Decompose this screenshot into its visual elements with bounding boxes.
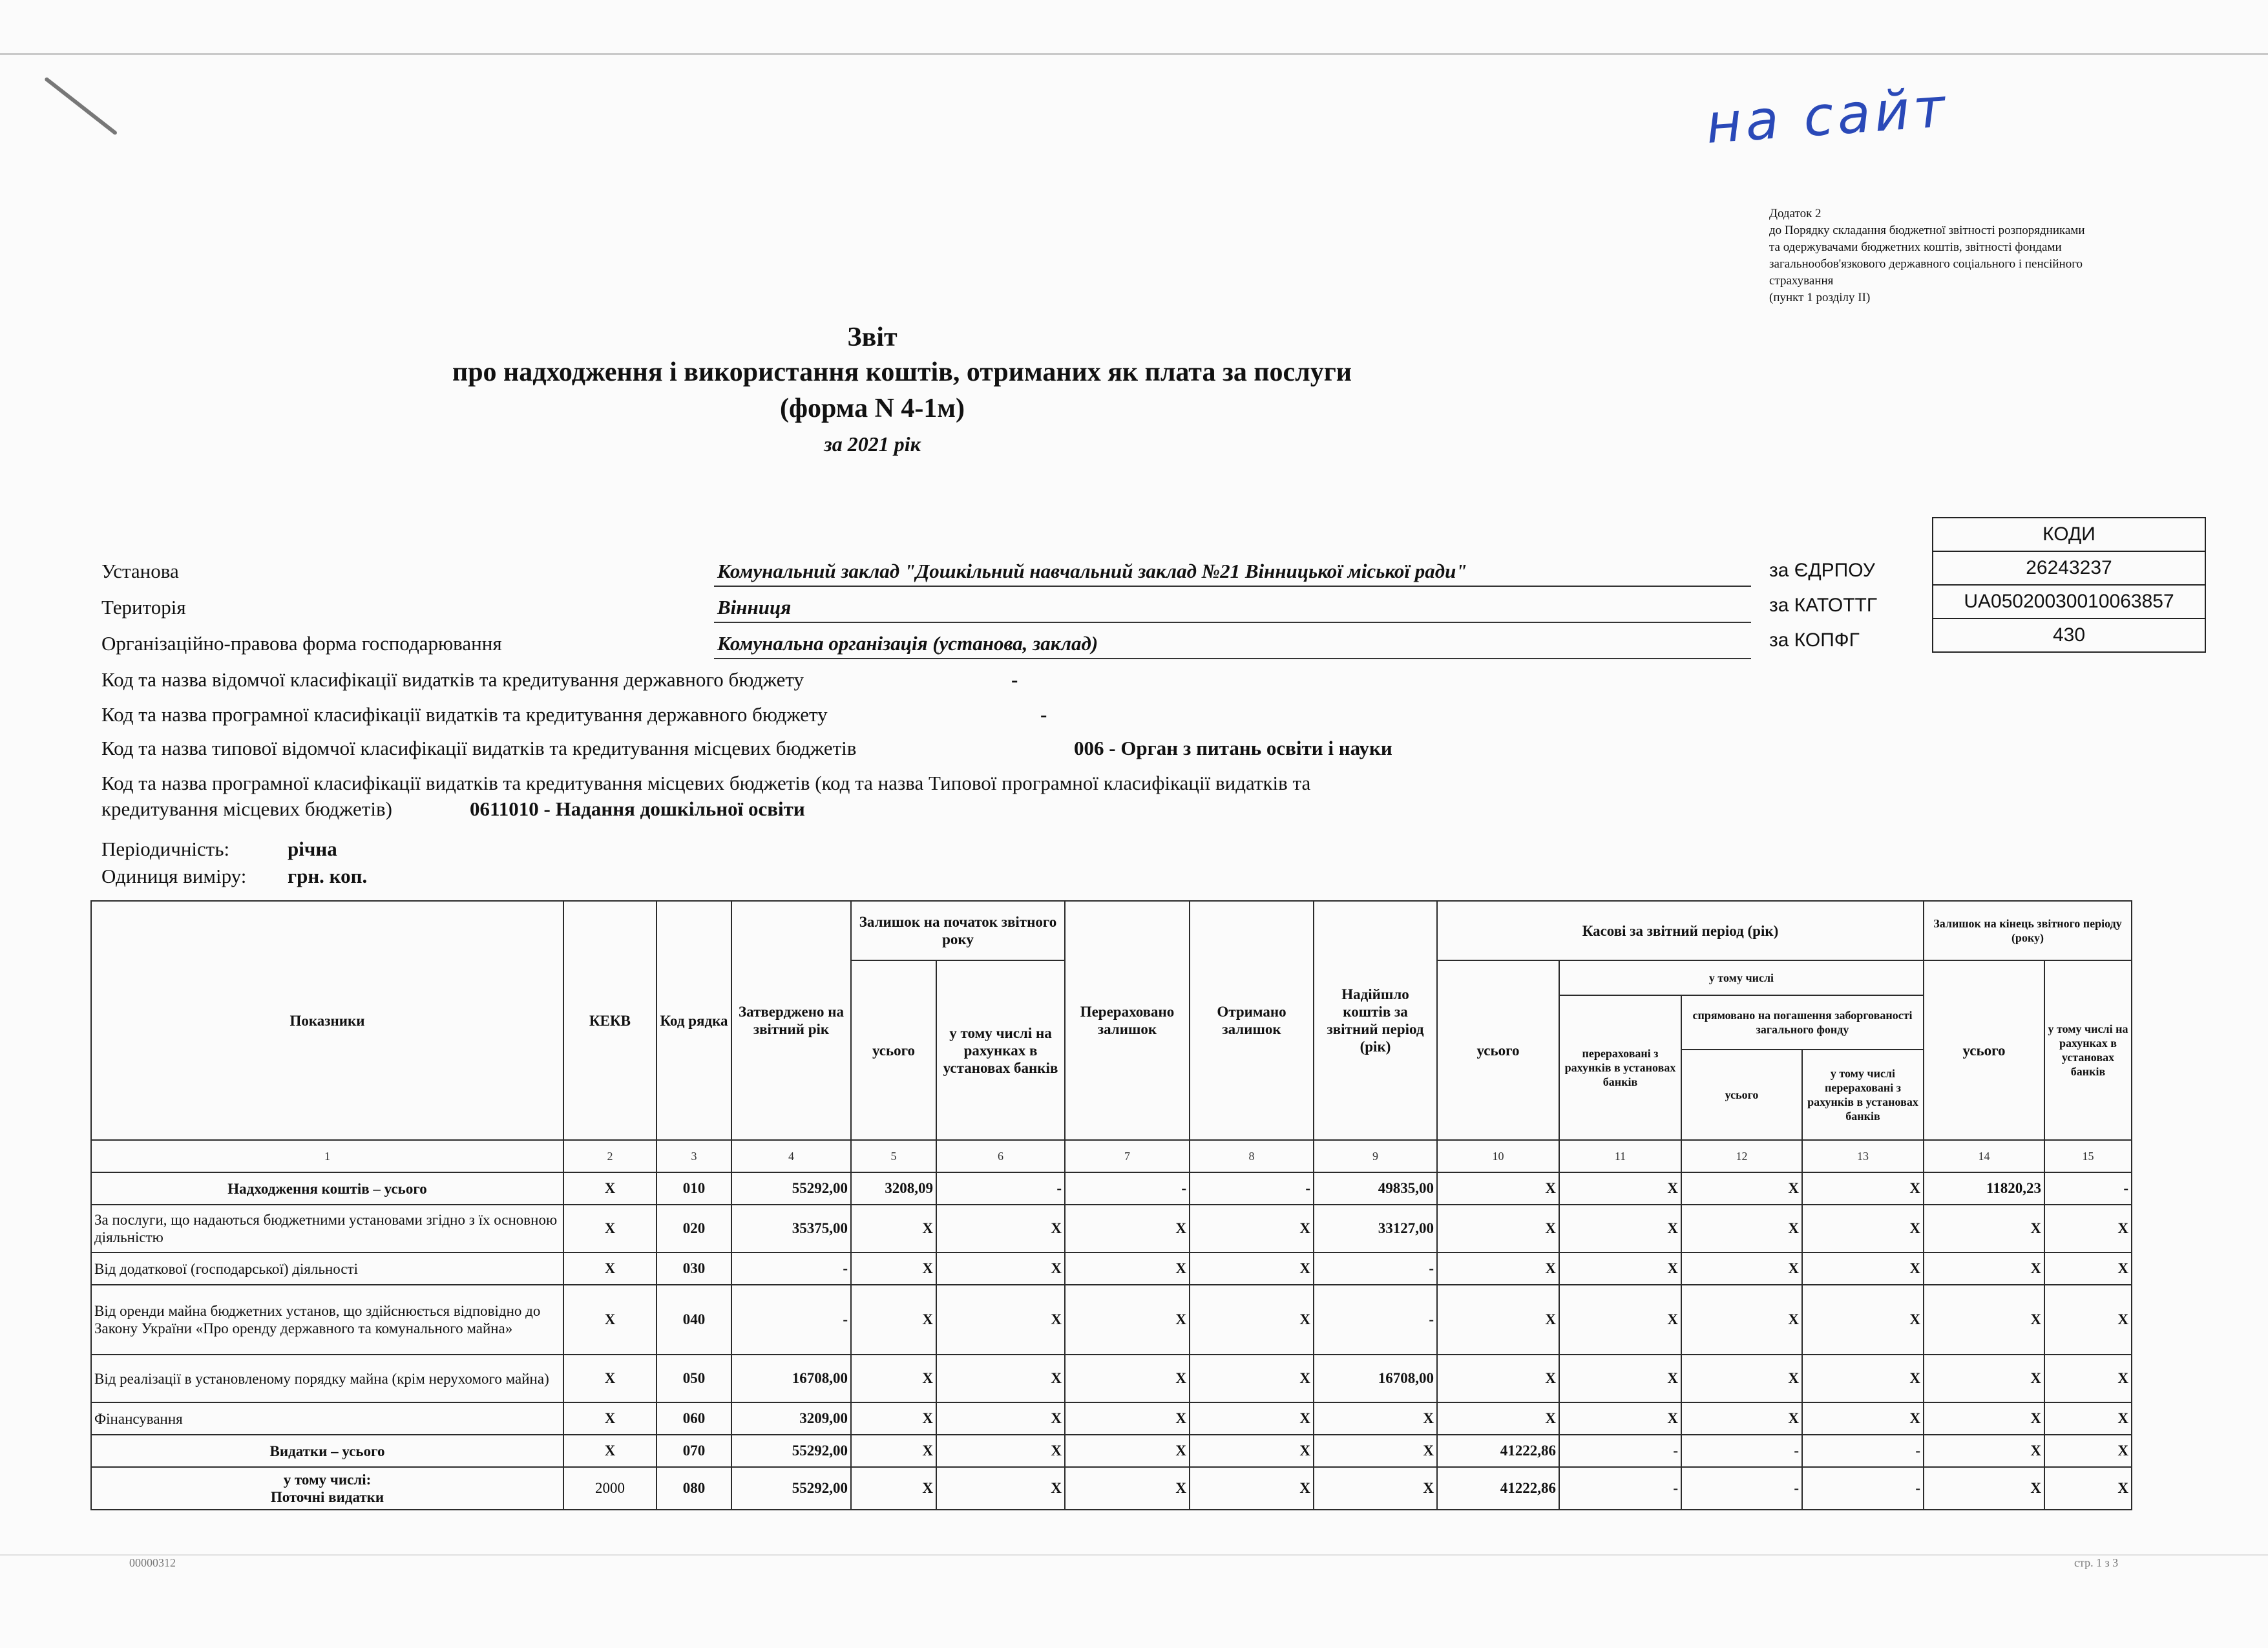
col-start-balance: Залишок на початок звітного року [851,901,1065,960]
addendum-line: (пункт 1 розділу II) [1769,291,1871,304]
col-debt-total: усього [1681,1050,1802,1140]
addendum-line: страхування [1769,274,1834,288]
col-incl: у тому числі [1559,960,1924,995]
row-cell-c11: Х [1559,1402,1681,1435]
table-row [91,1402,2132,1435]
row-cell-c7: Х [1065,1205,1190,1252]
col-number: 14 [1924,1140,2044,1172]
col-end-total: усього [1924,960,2044,1140]
row-cell-c12: - [1681,1467,1802,1510]
row-cell-kekv: 2000 [563,1467,656,1510]
katottg-code: UA05020030010063857 [1933,585,2205,618]
row-indicator: Від додаткової (господарської) діяльності [91,1252,563,1285]
row-cell-c11: Х [1559,1172,1681,1205]
col-transferred: Перераховано залишок [1065,901,1190,1140]
unit-label: Одиниця виміру: [101,865,247,887]
row-cell-c13: Х [1802,1285,1924,1355]
row-cell-kekv: Х [563,1402,656,1435]
row-cell-c14: Х [1924,1252,2044,1285]
row-cell-code: 050 [656,1355,731,1402]
col-number: 11 [1559,1140,1681,1172]
handwritten-note: на сайт [1704,75,1951,156]
row-cell-c7: - [1065,1172,1190,1205]
row-cell-code: 040 [656,1285,731,1355]
table-row [91,1172,2132,1205]
row-cell-c14: Х [1924,1205,2044,1252]
dept-class-value: - [1011,668,1018,691]
addendum-note [1769,206,2196,306]
local-prog-label-2: кредитування місцевих бюджетів) [101,798,392,820]
row-cell-c14: Х [1924,1285,2044,1355]
title-line-1: Звіт [847,322,898,352]
prog-class-value: - [1040,703,1047,726]
row-cell-c7: Х [1065,1252,1190,1285]
row-cell-c8: Х [1190,1355,1314,1402]
row-cell-c14: Х [1924,1435,2044,1467]
row-cell-c8: Х [1190,1402,1314,1435]
row-cell-kekv: Х [563,1172,656,1205]
row-cell-c15: Х [2044,1435,2132,1467]
col-cash-total: усього [1437,960,1559,1140]
row-cell-c5: Х [851,1467,936,1510]
row-cell-c7: Х [1065,1355,1190,1402]
katottg-label: за КАТОТТГ [1769,595,1878,616]
col-received: Отримано залишок [1190,901,1314,1140]
row-cell-c5: Х [851,1205,936,1252]
local-prog-label-1: Код та назва програмної класифікації видатків та кредитування місцевих бюджетів (код та назва Типової програмної класифікації видатків та [101,772,1311,794]
report-table [90,900,2132,1510]
typical-dept-value: 006 - Орган з питань освіти і науки [1074,737,1392,759]
institution-value: Комунальний заклад "Дошкільний навчальний заклад №21 Вінницької міської ради" [717,560,1467,582]
row-cell-kekv: Х [563,1205,656,1252]
legal-form-label: Організаційно-правова форма господарювання [101,632,502,655]
row-cell-code: 080 [656,1467,731,1510]
col-number: 8 [1190,1140,1314,1172]
column-numbers-row [91,1140,2132,1172]
addendum-line: Додаток 2 [1769,207,1822,220]
row-cell-c10: Х [1437,1285,1559,1355]
codes-table [1932,517,2206,653]
row-cell-code: 070 [656,1435,731,1467]
row-cell-c12: - [1681,1435,1802,1467]
row-cell-code: 010 [656,1172,731,1205]
row-cell-c15: - [2044,1172,2132,1205]
row-cell-c15: Х [2044,1402,2132,1435]
table-row [91,1285,2132,1355]
table-row [91,1467,2132,1510]
row-cell-c8: Х [1190,1285,1314,1355]
col-number: 5 [851,1140,936,1172]
row-cell-c13: Х [1802,1252,1924,1285]
col-debt-banks: у тому числі перераховані з рахунків в установах банків [1802,1050,1924,1140]
row-cell-approved: - [731,1285,851,1355]
row-cell-approved: 55292,00 [731,1467,851,1510]
row-cell-kekv: Х [563,1252,656,1285]
row-cell-c15: Х [2044,1355,2132,1402]
row-cell-c13: Х [1802,1402,1924,1435]
row-indicator: Від оренди майна бюджетних установ, що здійснюється відповідно до Закону України «Про оренду державного та комунального майна» [91,1285,563,1355]
table-body [91,1172,2132,1510]
edrpou-label: за ЄДРПОУ [1769,560,1875,581]
dept-class-label: Код та назва відомчої класифікації видатків та кредитування державного бюджету [101,668,804,691]
row-cell-c14: Х [1924,1402,2044,1435]
col-debt: спрямовано на погашення заборгованості загального фонду [1681,995,1924,1050]
kopfg-label: за КОПФГ [1769,629,1860,651]
col-number: 9 [1314,1140,1437,1172]
row-cell-c6: Х [936,1355,1065,1402]
row-cell-c5: Х [851,1355,936,1402]
row-indicator: Надходження коштів – усього [91,1172,563,1205]
col-income: Надійшло коштів за звітний період (рік) [1314,901,1437,1140]
row-cell-c15: Х [2044,1205,2132,1252]
typical-dept-label: Код та назва типової відомчої класифікації видатків та кредитування місцевих бюджетів [101,737,857,759]
row-cell-c8: Х [1190,1435,1314,1467]
row-cell-c11: Х [1559,1285,1681,1355]
addendum-line: до Порядку складання бюджетної звітності розпорядниками [1769,224,2085,237]
row-cell-c7: Х [1065,1435,1190,1467]
row-cell-kekv: Х [563,1355,656,1402]
institution-underline [714,586,1751,587]
row-cell-c9: - [1314,1285,1437,1355]
title-form-number: (форма N 4-1м) [779,394,965,423]
row-cell-c6: Х [936,1205,1065,1252]
col-indicator: Показники [91,901,563,1140]
addendum-line: та одержувачами бюджетних коштів, звітності фондами [1769,240,2062,254]
row-cell-c12: Х [1681,1172,1802,1205]
row-cell-c11: Х [1559,1205,1681,1252]
row-cell-c10: Х [1437,1252,1559,1285]
row-cell-c7: Х [1065,1402,1190,1435]
row-cell-c15: Х [2044,1467,2132,1510]
col-cash-banks: перераховані з рахунків в установах банків [1559,995,1681,1140]
col-number: 6 [936,1140,1065,1172]
row-cell-c13: - [1802,1467,1924,1510]
row-cell-c13: Х [1802,1205,1924,1252]
row-cell-c9: 16708,00 [1314,1355,1437,1402]
row-cell-approved: 3209,00 [731,1402,851,1435]
territory-value: Вінниця [717,596,792,618]
row-cell-code: 060 [656,1402,731,1435]
row-cell-c6: Х [936,1435,1065,1467]
col-start-total: усього [851,960,936,1140]
title-line-2: про надходження і використання коштів, отриманих як плата за послуги [452,357,1352,387]
row-indicator: За послуги, що надаються бюджетними установами згідно з їх основною діяльністю [91,1205,563,1252]
col-number: 10 [1437,1140,1559,1172]
row-cell-c5: Х [851,1252,936,1285]
legal-form-value: Комунальна організація (установа, заклад) [717,632,1098,655]
paperclip-icon [44,77,118,136]
row-cell-c8: Х [1190,1252,1314,1285]
row-cell-c5: Х [851,1285,936,1355]
page-edge-bottom [0,1554,2268,1556]
row-indicator: Від реалізації в установленому порядку майна (крім нерухомого майна) [91,1355,563,1402]
report-title [452,321,1352,461]
col-number: 7 [1065,1140,1190,1172]
row-cell-c6: Х [936,1467,1065,1510]
row-cell-c9: - [1314,1252,1437,1285]
row-cell-c12: Х [1681,1252,1802,1285]
unit-value: грн. коп. [288,865,368,887]
col-end-banks: у тому числі на рахунках в установах банків [2044,960,2132,1140]
row-cell-c10: Х [1437,1172,1559,1205]
row-cell-c6: Х [936,1402,1065,1435]
row-cell-c6: - [936,1172,1065,1205]
row-cell-c11: - [1559,1467,1681,1510]
footer-page-number: стр. 1 з 3 [2074,1556,2119,1569]
row-cell-c5: 3208,09 [851,1172,936,1205]
col-kekv: КЕКВ [563,901,656,1140]
institution-label: Установа [101,560,179,582]
row-cell-c14: Х [1924,1355,2044,1402]
row-cell-c15: Х [2044,1252,2132,1285]
report-period: за 2021 рік [824,432,921,456]
row-cell-code: 020 [656,1205,731,1252]
col-number: 15 [2044,1140,2132,1172]
table-row [91,1435,2132,1467]
col-approved: Затверджено на звітний рік [731,901,851,1140]
row-cell-approved: 55292,00 [731,1435,851,1467]
kopfg-code: 430 [1933,618,2205,652]
local-prog-value: 0611010 - Надання дошкільної освіти [470,798,805,820]
legal-form-underline [714,658,1751,659]
row-indicator: Видатки – усього [91,1435,563,1467]
row-cell-c6: Х [936,1285,1065,1355]
col-row-code: Код рядка [656,901,731,1140]
row-cell-c10: Х [1437,1205,1559,1252]
row-cell-c13: - [1802,1435,1924,1467]
col-number: 4 [731,1140,851,1172]
row-cell-c9: Х [1314,1402,1437,1435]
row-cell-kekv: Х [563,1435,656,1467]
table-row [91,1252,2132,1285]
territory-underline [714,622,1751,623]
periodicity-label: Періодичність: [101,838,230,860]
col-number: 12 [1681,1140,1802,1172]
row-cell-approved: 55292,00 [731,1172,851,1205]
addendum-line: загальнообов'язкового державного соціального і пенсійного [1769,257,2083,271]
row-cell-c14: 11820,23 [1924,1172,2044,1205]
row-cell-c13: Х [1802,1355,1924,1402]
row-cell-kekv: Х [563,1285,656,1355]
table-row [91,1205,2132,1252]
row-cell-c6: Х [936,1252,1065,1285]
row-cell-c12: Х [1681,1355,1802,1402]
col-start-banks: у тому числі на рахунках в установах банків [936,960,1065,1140]
row-cell-c7: Х [1065,1467,1190,1510]
table-row [91,1355,2132,1402]
row-cell-c14: Х [1924,1467,2044,1510]
col-number: 3 [656,1140,731,1172]
row-cell-c11: - [1559,1435,1681,1467]
row-cell-c13: Х [1802,1172,1924,1205]
row-cell-approved: 35375,00 [731,1205,851,1252]
row-cell-c9: Х [1314,1467,1437,1510]
row-cell-c9: 33127,00 [1314,1205,1437,1252]
row-indicator: у тому числі: Поточні видатки [91,1467,563,1510]
col-number: 2 [563,1140,656,1172]
row-cell-c9: Х [1314,1435,1437,1467]
page-edge [0,53,2268,55]
row-cell-c11: Х [1559,1355,1681,1402]
row-cell-c12: Х [1681,1402,1802,1435]
row-cell-c8: Х [1190,1467,1314,1510]
row-cell-c9: 49835,00 [1314,1172,1437,1205]
row-cell-approved: - [731,1252,851,1285]
row-indicator: Фінансування [91,1402,563,1435]
row-cell-c15: Х [2044,1285,2132,1355]
row-cell-c8: Х [1190,1205,1314,1252]
territory-label: Територія [101,596,186,618]
footer-left: 00000312 [129,1556,176,1569]
codes-header: КОДИ [1933,518,2205,551]
col-number: 13 [1802,1140,1924,1172]
row-cell-c5: Х [851,1402,936,1435]
col-end-balance: Залишок на кінець звітного періоду (року) [1924,901,2132,960]
edrpou-code: 26243237 [1933,551,2205,585]
row-cell-c8: - [1190,1172,1314,1205]
row-cell-c11: Х [1559,1252,1681,1285]
row-cell-c7: Х [1065,1285,1190,1355]
row-cell-approved: 16708,00 [731,1355,851,1402]
col-cash: Касові за звітний період (рік) [1437,901,1924,960]
col-number: 1 [91,1140,563,1172]
row-cell-c12: Х [1681,1285,1802,1355]
row-cell-c10: 41222,86 [1437,1467,1559,1510]
row-cell-c12: Х [1681,1205,1802,1252]
row-cell-code: 030 [656,1252,731,1285]
row-cell-c10: 41222,86 [1437,1435,1559,1467]
prog-class-label: Код та назва програмної класифікації видатків та кредитування державного бюджету [101,703,828,726]
row-cell-c5: Х [851,1435,936,1467]
periodicity-value: річна [288,838,337,860]
row-cell-c10: Х [1437,1355,1559,1402]
row-cell-c10: Х [1437,1402,1559,1435]
